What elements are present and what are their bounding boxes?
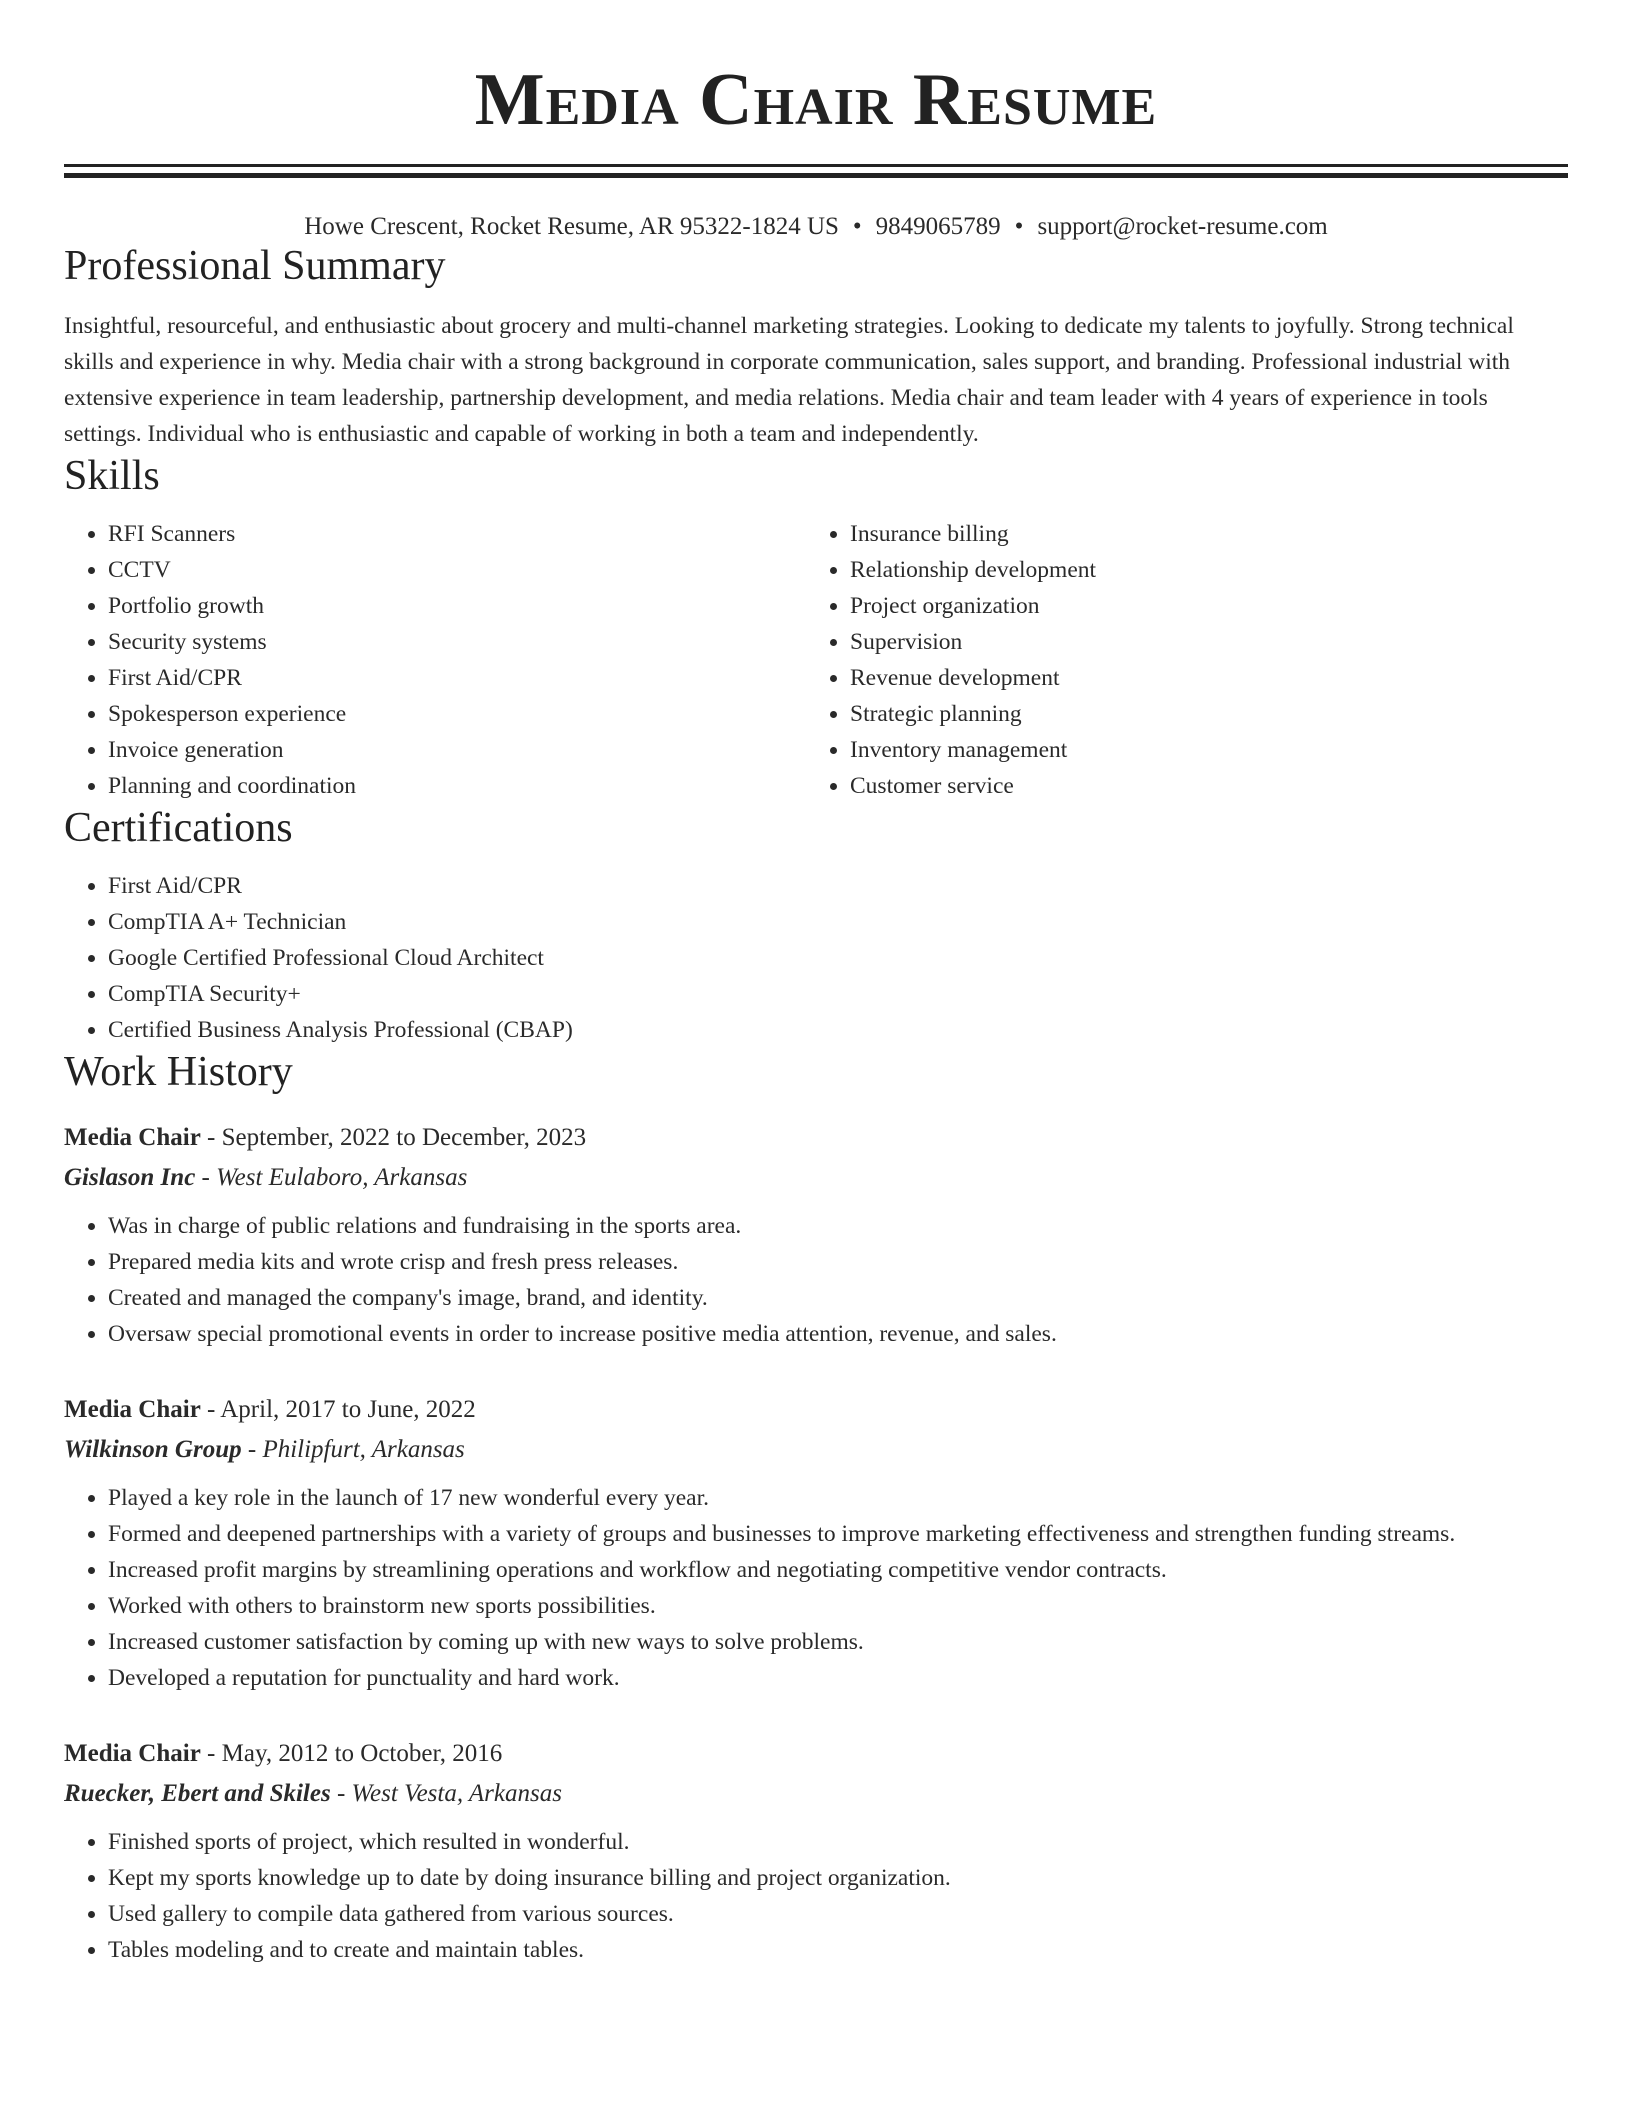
title-rule-bottom bbox=[64, 173, 1568, 178]
job-duty-item: • Created and managed the company's image, brand, and identity. bbox=[108, 1280, 1568, 1316]
contact-email: support@rocket-resume.com bbox=[1037, 213, 1328, 240]
skill-item: • Project organization bbox=[850, 588, 1548, 624]
job-entry bbox=[64, 1734, 1568, 1968]
skills-column-right bbox=[806, 516, 1548, 804]
skill-item: • Invoice generation bbox=[108, 732, 806, 768]
skills-grid bbox=[64, 516, 1568, 804]
job-dates: - September, 2022 to December, 2023 bbox=[200, 1124, 587, 1151]
job-duty-item: • Kept my sports knowledge up to date by doing insurance billing and project organization. bbox=[108, 1860, 1568, 1896]
certification-item: • CompTIA A+ Technician bbox=[108, 904, 1568, 940]
job-location: - West Vesta, Arkansas bbox=[330, 1780, 562, 1807]
job-dates: - April, 2017 to June, 2022 bbox=[200, 1396, 476, 1423]
skill-item: • First Aid/CPR bbox=[108, 660, 806, 696]
certifications-heading: Certifications bbox=[64, 805, 293, 851]
job-duty-item: • Increased customer satisfaction by coming up with new ways to solve problems. bbox=[108, 1624, 1568, 1660]
job-dates: - May, 2012 to October, 2016 bbox=[200, 1740, 503, 1767]
job-duty-item: • Increased profit margins by streamlining operations and workflow and negotiating competitive vendor contracts. bbox=[108, 1552, 1568, 1588]
job-duties bbox=[64, 1480, 1568, 1696]
job-role: Media Chair bbox=[64, 1740, 201, 1767]
job-company-line bbox=[64, 1430, 1568, 1470]
skill-item: • Customer service bbox=[850, 768, 1548, 804]
certification-item: • Certified Business Analysis Professional (CBAP) bbox=[108, 1012, 1568, 1048]
summary-heading: Professional Summary bbox=[64, 243, 446, 289]
job-title-line bbox=[64, 1390, 1568, 1430]
skill-item: • Planning and coordination bbox=[108, 768, 806, 804]
job-duty-item: • Tables modeling and to create and maintain tables. bbox=[108, 1932, 1568, 1968]
skill-item: • Revenue development bbox=[850, 660, 1548, 696]
job-duties bbox=[64, 1824, 1568, 1968]
skill-item: • Supervision bbox=[850, 624, 1548, 660]
contact-phone: 9849065789 bbox=[875, 213, 1001, 240]
skill-item: • Portfolio growth bbox=[108, 588, 806, 624]
skills-column-left bbox=[64, 516, 806, 804]
certification-item: • First Aid/CPR bbox=[108, 868, 1568, 904]
job-company: Wilkinson Group bbox=[64, 1436, 242, 1463]
skill-item: • RFI Scanners bbox=[108, 516, 806, 552]
job-duty-item: • Was in charge of public relations and fundraising in the sports area. bbox=[108, 1208, 1568, 1244]
skill-item: • Strategic planning bbox=[850, 696, 1548, 732]
job-duty-item: • Prepared media kits and wrote crisp and fresh press releases. bbox=[108, 1244, 1568, 1280]
job-location: - West Eulaboro, Arkansas bbox=[195, 1164, 468, 1191]
skill-item: • Insurance billing bbox=[850, 516, 1548, 552]
contact-line bbox=[64, 212, 1568, 242]
certification-item: • Google Certified Professional Cloud Architect bbox=[108, 940, 1568, 976]
job-title-line bbox=[64, 1118, 1568, 1158]
job-location: - Philipfurt, Arkansas bbox=[241, 1436, 465, 1463]
job-company-line bbox=[64, 1158, 1568, 1198]
resume-title: Media Chair Resume bbox=[474, 59, 1158, 141]
skill-item: • Spokesperson experience bbox=[108, 696, 806, 732]
job-title-line bbox=[64, 1734, 1568, 1774]
resume-page bbox=[64, 0, 1568, 1968]
job-role: Media Chair bbox=[64, 1124, 201, 1151]
job-entry bbox=[64, 1390, 1568, 1696]
job-duty-item: • Worked with others to brainstorm new sports possibilities. bbox=[108, 1588, 1568, 1624]
contact-separator: • bbox=[1014, 213, 1024, 240]
job-duty-item: • Oversaw special promotional events in order to increase positive media attention, revenue, and sales. bbox=[108, 1316, 1568, 1352]
title-rule-top bbox=[64, 164, 1568, 167]
job-company-line bbox=[64, 1774, 1568, 1814]
job-duty-item: • Used gallery to compile data gathered from various sources. bbox=[108, 1896, 1568, 1932]
job-role: Media Chair bbox=[64, 1396, 201, 1423]
job-duties bbox=[64, 1208, 1568, 1352]
summary-text: Insightful, resourceful, and enthusiastic about grocery and multi-channel marketing strategies. Looking to dedicate my talents to joyfully. Strong technical skills and experience in why. Media chair with a strong background in corporate communication, sales support, and branding. Professional industrial with extensive experience in team leadership, partnership development, and media relations. Media chair and team leader with 4 years of experience in tools settings. Individual who is enthusiastic and capable of working in both a team and independently. bbox=[64, 313, 1514, 447]
contact-address: Howe Crescent, Rocket Resume, AR 95322-1824 US bbox=[304, 213, 839, 240]
skill-item: • Security systems bbox=[108, 624, 806, 660]
skills-heading: Skills bbox=[64, 453, 160, 499]
skill-item: • CCTV bbox=[108, 552, 806, 588]
job-duty-item: • Finished sports of project, which resulted in wonderful. bbox=[108, 1824, 1568, 1860]
certifications-list bbox=[64, 868, 1568, 1048]
work-history-heading: Work History bbox=[64, 1049, 293, 1095]
job-duty-item: • Developed a reputation for punctuality and hard work. bbox=[108, 1660, 1568, 1696]
certification-item: • CompTIA Security+ bbox=[108, 976, 1568, 1012]
job-company: Ruecker, Ebert and Skiles bbox=[64, 1780, 331, 1807]
job-duty-item: • Played a key role in the launch of 17 new wonderful every year. bbox=[108, 1480, 1568, 1516]
job-entry bbox=[64, 1118, 1568, 1352]
job-company: Gislason Inc bbox=[64, 1164, 196, 1191]
skill-item: • Inventory management bbox=[850, 732, 1548, 768]
skill-item: • Relationship development bbox=[850, 552, 1548, 588]
job-duty-item: • Formed and deepened partnerships with a variety of groups and businesses to improve marketing effectiveness and strengthen funding streams. bbox=[108, 1516, 1568, 1552]
contact-separator: • bbox=[852, 213, 862, 240]
